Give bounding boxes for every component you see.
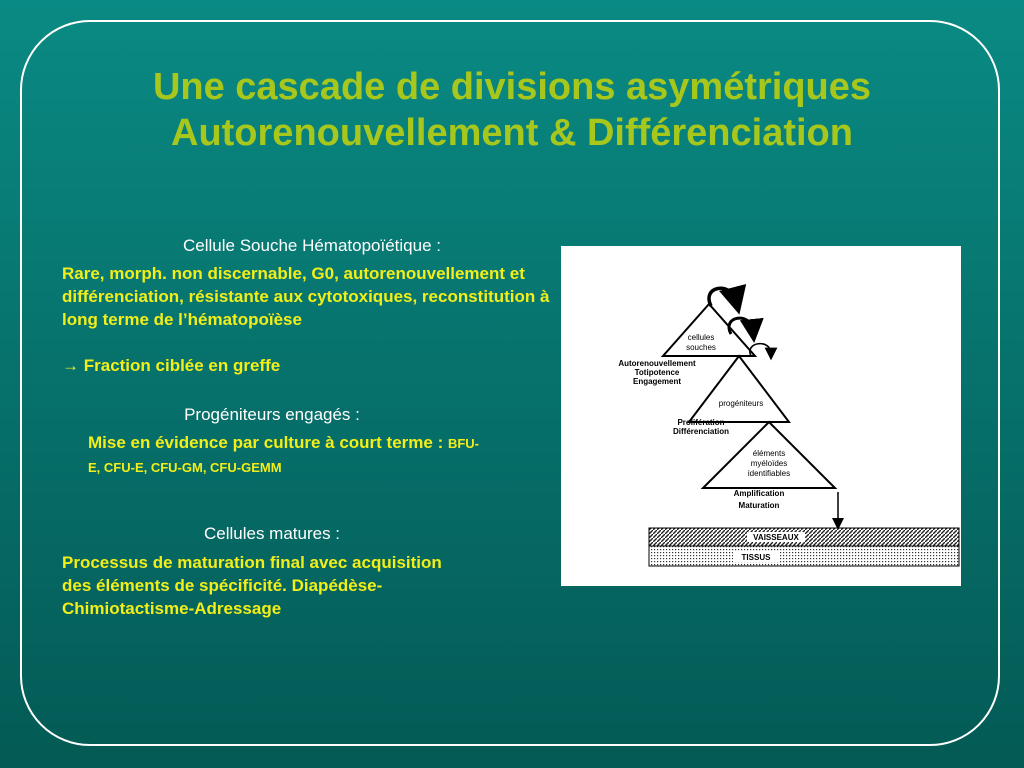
slide-title <box>0 64 1024 156</box>
mature-cells-description: Processus de maturation final avec acquisition des éléments de spécificité. Diapédèse-Chimiotactisme-Adressage <box>62 553 442 618</box>
progenitors-assays: BFU-E, CFU-E, CFU-GM, CFU-GEMM <box>88 436 480 475</box>
title-line-1: Une cascade de divisions asymétriques <box>152 66 872 108</box>
triangle-3-line-1: éléments <box>752 449 786 458</box>
graft-line <box>62 354 552 377</box>
hematopoiesis-figure <box>561 246 961 586</box>
stage-2-line-1: Prolifération <box>677 418 725 427</box>
triangle-3-line-2: myéloïdes <box>750 459 788 468</box>
hematopoiesis-diagram <box>561 246 961 586</box>
stage-1-line-2: Totipotence <box>634 368 680 377</box>
stage-2-line-2: Différenciation <box>672 427 730 436</box>
graft-text: Fraction ciblée en greffe <box>83 356 281 375</box>
stage-3-line-2: Maturation <box>738 501 780 510</box>
title-line-2: Autorenouvellement & Différenciation <box>171 112 853 154</box>
arrow-right-icon: → <box>62 356 79 375</box>
tissues-band <box>649 546 959 566</box>
progenitors-description <box>88 431 488 479</box>
stem-cell-description: Rare, morph. non discernable, G0, autorenouvellement et différenciation, résistante aux cytotoxiques, reconstitution à long terme de l’hématopoïèse <box>62 264 550 329</box>
mature-cells-heading: Cellules matures : <box>203 524 341 543</box>
stage-1-line-1: Autorenouvellement <box>618 359 696 368</box>
triangle-3-line-3: identifiables <box>747 469 791 478</box>
progenitors-heading: Progéniteurs engagés : <box>184 405 360 424</box>
self-renewal-arrow-icon <box>709 288 736 306</box>
triangle-1-line-1: cellules <box>687 333 715 342</box>
stage-3-line-1: Amplification <box>733 489 785 498</box>
triangle-1-line-2: souches <box>686 343 716 352</box>
stage-1-line-3: Engagement <box>632 377 682 386</box>
progenitors-text: Mise en évidence par culture à court terme : <box>88 433 444 452</box>
progenitor-triangle <box>689 356 789 422</box>
stem-cell-heading: Cellule Souche Hématopoïétique : <box>183 236 441 255</box>
triangle-2-label: progéniteurs <box>718 399 764 408</box>
vessels-label: VAISSEAUX <box>753 533 799 542</box>
tissues-label: TISSUS <box>741 553 771 562</box>
